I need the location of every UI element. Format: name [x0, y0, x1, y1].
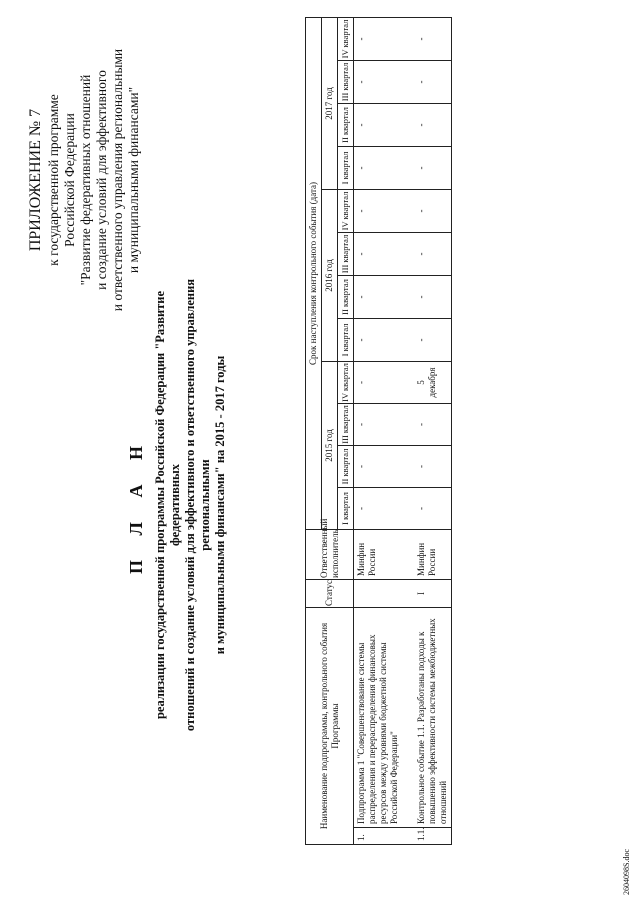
plan-title: П Л А Н: [126, 436, 146, 574]
row-deadline: -: [402, 403, 452, 445]
row-name: Подпрограмма 1 "Совершенствование системы распределения и перераспределения финансовых ресурсов между уровнями бюджетной системы Российской Федерации": [354, 607, 403, 827]
row-deadline: -: [402, 445, 452, 487]
table-row: [354, 17, 403, 844]
row-deadline: -: [354, 487, 403, 529]
header-deadline-group: Срок наступления контрольного события (дата): [306, 17, 322, 529]
row-deadline: -: [402, 318, 452, 361]
row-deadline: -: [354, 146, 403, 189]
row-deadline: -: [402, 232, 452, 275]
row-deadline: 5 декабря: [402, 361, 452, 403]
row-executor: Минфин России: [354, 529, 403, 579]
row-name: Контрольное событие 1.1. Разработаны подходы к повышению эффективности системы межбюджетных отношений: [402, 607, 452, 827]
row-deadline: -: [354, 189, 403, 232]
row-deadline: -: [354, 403, 403, 445]
header-quarter: IV квартал: [338, 189, 354, 232]
header-quarter: IV квартал: [338, 17, 354, 60]
document-code: 2604098S.doc: [622, 849, 631, 895]
appendix-line: и ответственного управления региональными: [110, 48, 125, 312]
header-quarter: I квартал: [338, 487, 354, 529]
row-deadline: -: [402, 189, 452, 232]
row-deadline: -: [354, 103, 403, 146]
header-year-2017: 2017 год: [322, 17, 338, 189]
header-executor-column: Ответственный исполнитель: [306, 529, 354, 579]
appendix-line: и создание условий для эффективного: [94, 70, 109, 290]
row-number: 1.1.: [402, 828, 452, 845]
row-deadline: -: [402, 146, 452, 189]
row-deadline: -: [354, 232, 403, 275]
row-deadline: -: [354, 445, 403, 487]
plan-subtitle-line: реализации государственной программы Российской Федерации "Развитие федеративных: [153, 290, 182, 720]
plan-table: [305, 17, 452, 845]
header-name-column: Наименование подпрограммы, контрольного события Программы: [306, 607, 354, 844]
row-deadline: -: [354, 275, 403, 318]
row-deadline: -: [402, 487, 452, 529]
appendix-line: "Развитие федеративных отношений: [78, 74, 93, 286]
row-number: 1.: [354, 828, 403, 845]
header-year-2015: 2015 год: [322, 361, 338, 529]
appendix-block: [26, 15, 142, 345]
header-quarter: III квартал: [338, 232, 354, 275]
header-quarter: I квартал: [338, 318, 354, 361]
row-deadline: -: [402, 103, 452, 146]
header-quarter: I квартал: [338, 146, 354, 189]
header-quarter: II квартал: [338, 103, 354, 146]
header-quarter: II квартал: [338, 275, 354, 318]
header-quarter: IV квартал: [338, 361, 354, 403]
appendix-line: и муниципальными финансами": [126, 86, 141, 274]
row-status: [354, 579, 403, 607]
row-deadline: -: [402, 17, 452, 60]
header-year-2016: 2016 год: [322, 189, 338, 361]
plan-subtitle-line: и муниципальными финансами" на 2015 - 2017 годы: [213, 355, 227, 655]
plan-heading: [126, 275, 228, 735]
plan-subtitle-line: отношений и создание условий для эффективного и ответственного управления региональными: [183, 278, 212, 732]
table-row: [402, 17, 452, 844]
row-deadline: -: [402, 60, 452, 103]
row-deadline: -: [354, 17, 403, 60]
row-deadline: -: [354, 318, 403, 361]
appendix-line: Российской Федерации: [62, 113, 77, 247]
header-quarter: III квартал: [338, 403, 354, 445]
header-quarter: III квартал: [338, 60, 354, 103]
appendix-number: ПРИЛОЖЕНИЕ № 7: [27, 108, 44, 252]
row-deadline: -: [354, 60, 403, 103]
row-status: I: [402, 579, 452, 607]
row-deadline: -: [402, 275, 452, 318]
header-quarter: II квартал: [338, 445, 354, 487]
row-deadline: -: [354, 361, 403, 403]
row-executor: Минфин России: [402, 529, 452, 579]
header-status-column: Статус: [306, 579, 354, 607]
appendix-line: к государственной программе: [46, 94, 61, 266]
